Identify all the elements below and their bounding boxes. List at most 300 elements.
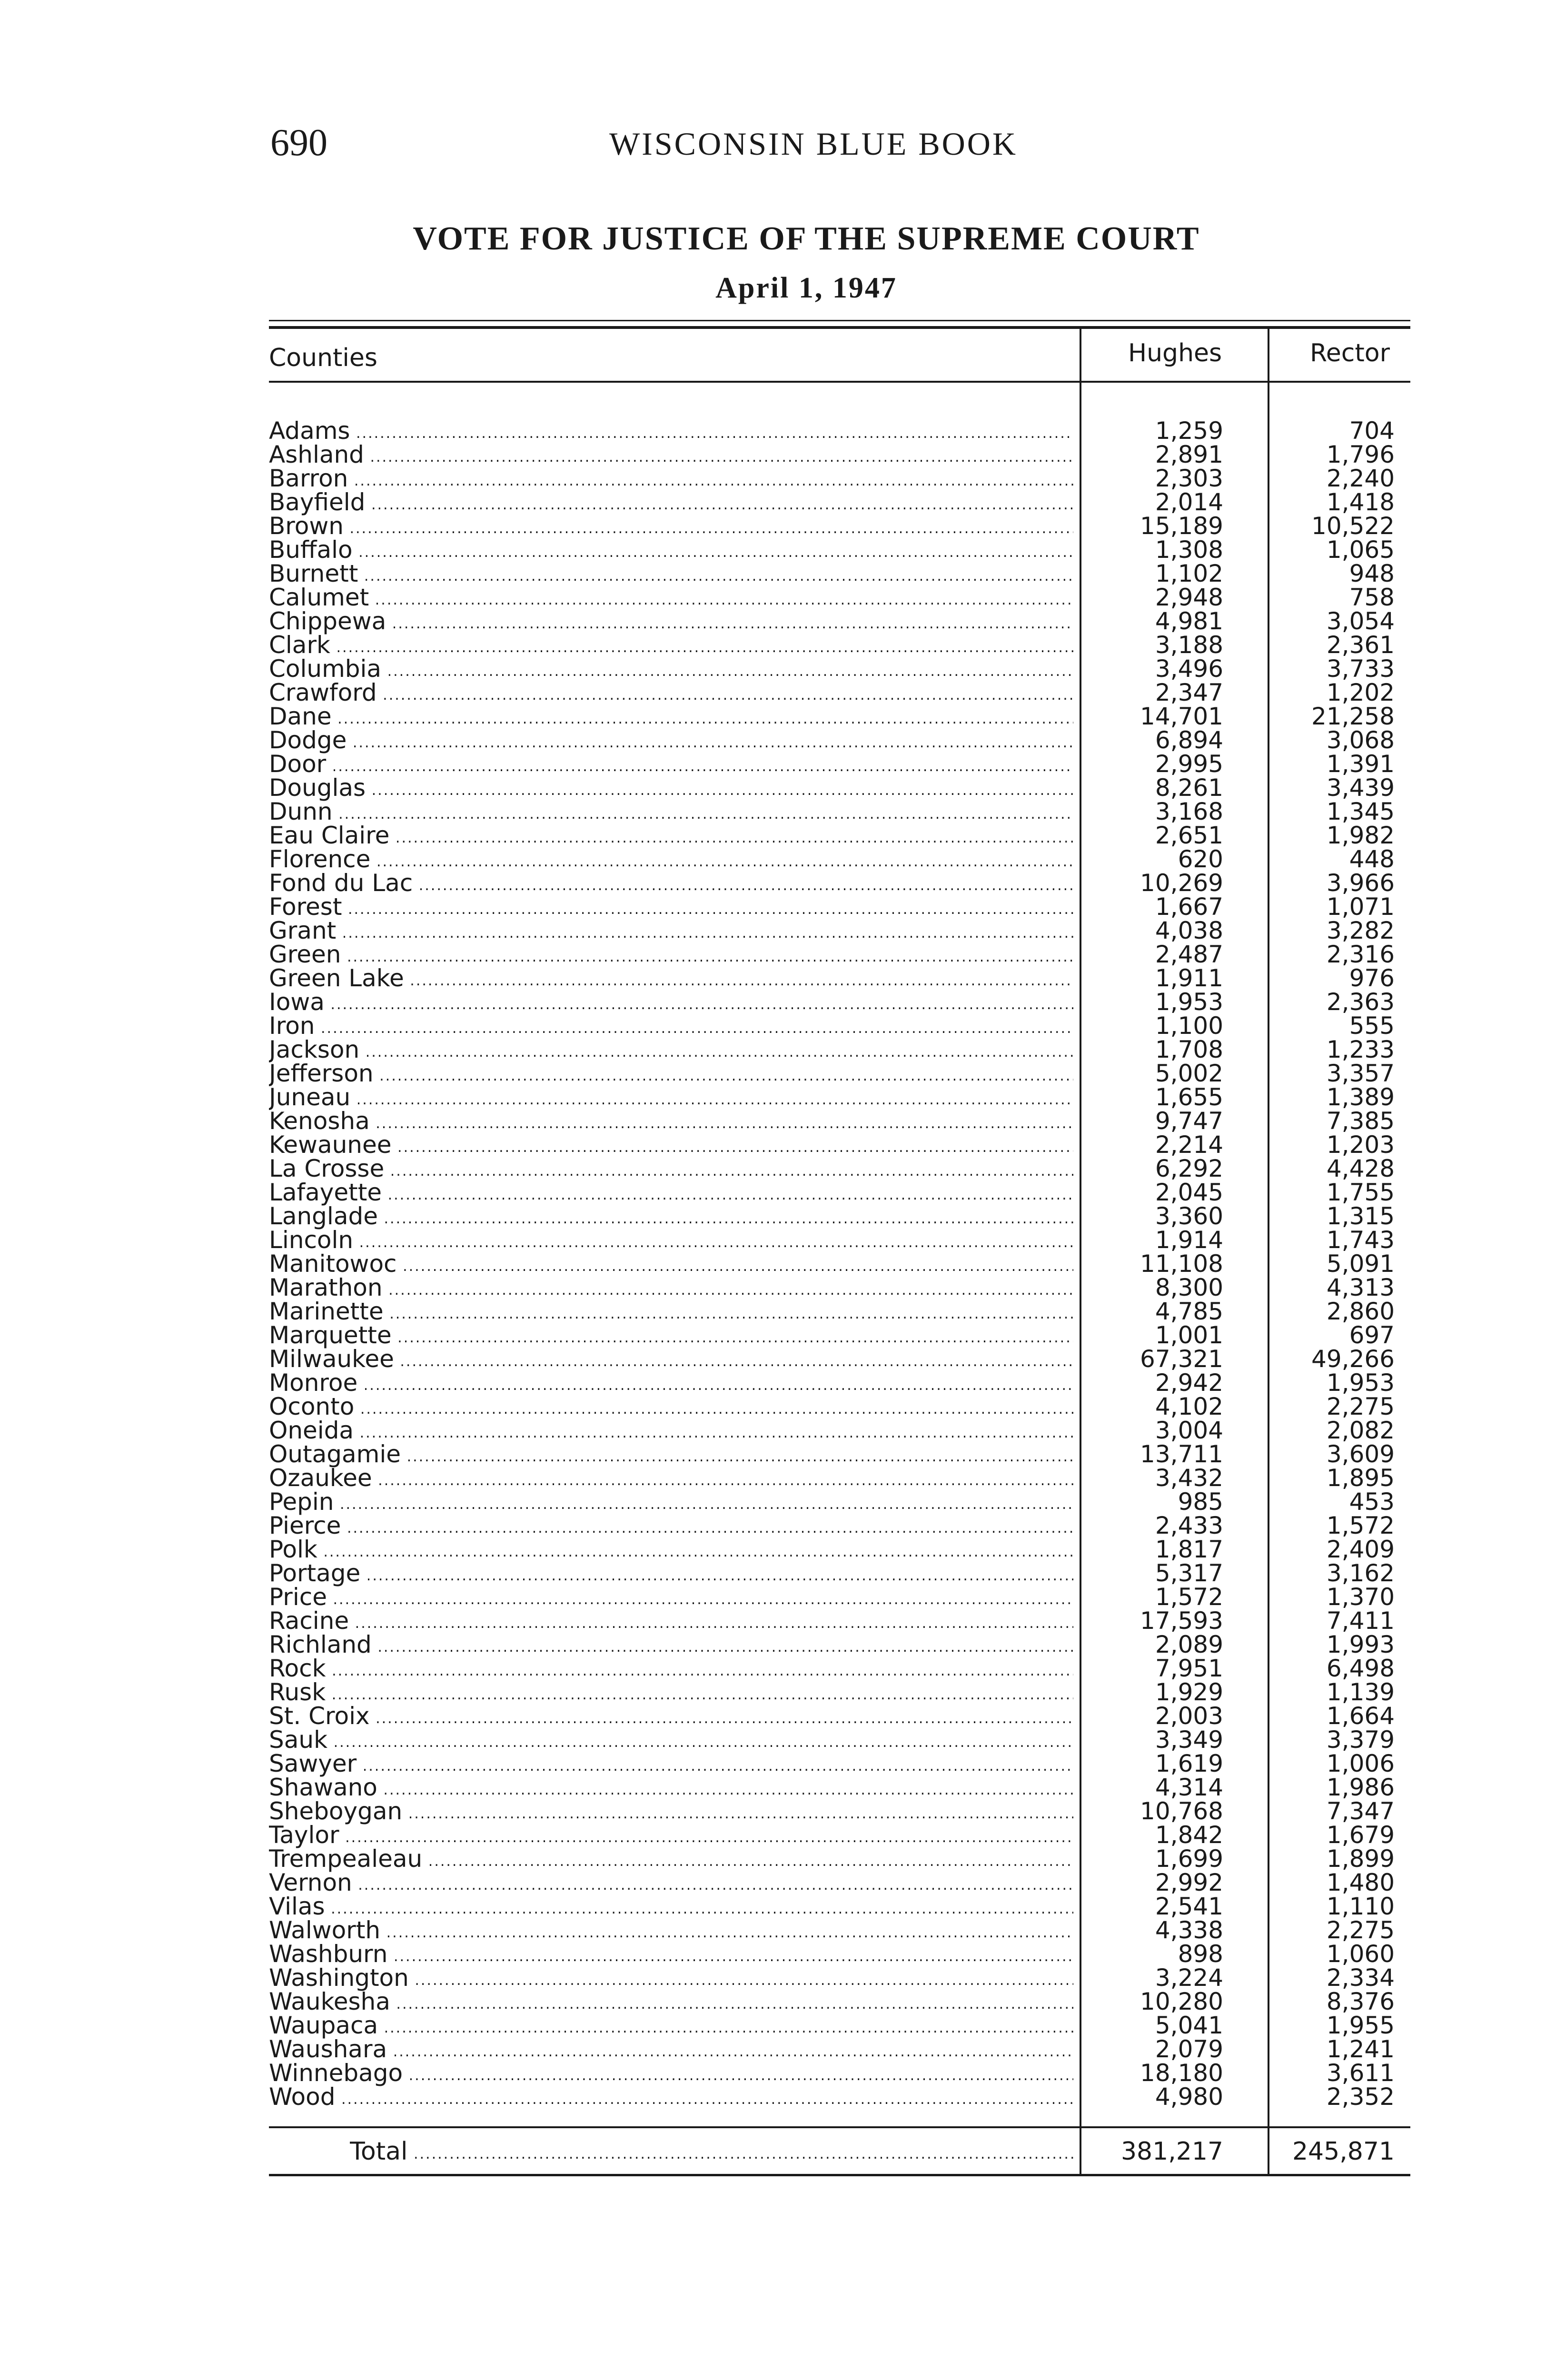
table-row xyxy=(0,871,1546,895)
table-title: VOTE FOR JUSTICE OF THE SUPREME COURT xyxy=(413,220,1200,257)
county-name: Burnett ..... xyxy=(269,562,1073,588)
hughes-votes: 14,701 xyxy=(1140,703,1223,730)
rector-votes: 1,203 xyxy=(1326,1131,1395,1159)
county-name: Taylor ..... xyxy=(269,1823,1073,1850)
rector-votes: 448 xyxy=(1349,845,1395,873)
rector-votes: 2,275 xyxy=(1326,1393,1395,1420)
county-name: Columbia ..... xyxy=(269,657,1073,684)
rector-votes: 1,345 xyxy=(1326,798,1395,825)
table-row xyxy=(0,1966,1546,1990)
table-row xyxy=(0,490,1546,514)
rector-votes: 1,071 xyxy=(1326,893,1395,921)
table-row xyxy=(0,942,1546,966)
total-hughes: 381,217 xyxy=(1120,2137,1223,2166)
county-name: Walworth ..... xyxy=(269,1918,1073,1945)
table-row xyxy=(0,1061,1546,1085)
rector-votes: 1,664 xyxy=(1326,1702,1395,1730)
hughes-votes: 4,980 xyxy=(1155,2083,1223,2111)
county-name: Portage ..... xyxy=(269,1561,1073,1588)
county-name: Racine ..... xyxy=(269,1609,1073,1636)
rector-votes: 697 xyxy=(1349,1321,1395,1349)
county-name: Milwaukee ..... xyxy=(269,1347,1073,1374)
hughes-votes: 2,433 xyxy=(1155,1512,1223,1539)
county-name: Brown ..... xyxy=(269,514,1073,541)
county-name: Washington ..... xyxy=(269,1966,1073,1993)
table-row xyxy=(0,919,1546,942)
hughes-votes: 1,308 xyxy=(1155,536,1223,564)
hughes-votes: 4,314 xyxy=(1155,1774,1223,1801)
hughes-votes: 8,300 xyxy=(1155,1274,1223,1301)
rector-votes: 1,060 xyxy=(1326,1940,1395,1968)
county-name: Richland ..... xyxy=(269,1633,1073,1659)
hughes-votes: 17,593 xyxy=(1140,1607,1223,1635)
hughes-votes: 4,338 xyxy=(1155,1916,1223,1944)
county-name: Oconto ..... xyxy=(269,1395,1073,1421)
table-row xyxy=(0,1823,1546,1847)
table-row xyxy=(0,1942,1546,1966)
rector-votes: 3,379 xyxy=(1326,1726,1395,1754)
table-row xyxy=(0,1109,1546,1133)
rector-votes: 49,266 xyxy=(1311,1345,1395,1373)
hughes-votes: 2,003 xyxy=(1155,1702,1223,1730)
rector-votes: 3,611 xyxy=(1326,2059,1395,2087)
rector-votes: 3,609 xyxy=(1326,1440,1395,1468)
page-header xyxy=(270,121,1413,174)
hughes-votes: 1,953 xyxy=(1155,988,1223,1016)
table-row xyxy=(0,633,1546,657)
rector-votes: 1,233 xyxy=(1326,1036,1395,1063)
rector-votes: 1,241 xyxy=(1326,2035,1395,2063)
hughes-votes: 5,317 xyxy=(1155,1559,1223,1587)
table-row xyxy=(0,1799,1546,1823)
total-bottom-rule xyxy=(269,2174,1410,2176)
rector-votes: 1,755 xyxy=(1326,1179,1395,1206)
county-name: Dunn ..... xyxy=(269,800,1073,826)
county-name: Iowa ..... xyxy=(269,990,1073,1017)
rector-votes: 2,409 xyxy=(1326,1536,1395,1563)
table-row xyxy=(0,1276,1546,1299)
county-name: Grant ..... xyxy=(269,919,1073,945)
rector-votes: 2,363 xyxy=(1326,988,1395,1016)
table-row xyxy=(0,728,1546,752)
table-row xyxy=(0,1252,1546,1276)
county-name: Washburn ..... xyxy=(269,1942,1073,1969)
table-row xyxy=(0,1014,1546,1038)
hughes-votes: 1,619 xyxy=(1155,1750,1223,1777)
hughes-votes: 8,261 xyxy=(1155,774,1223,802)
table-row xyxy=(0,1871,1546,1894)
table-row xyxy=(0,1585,1546,1609)
rector-votes: 1,315 xyxy=(1326,1202,1395,1230)
hughes-votes: 2,995 xyxy=(1155,750,1223,778)
table-row xyxy=(0,1633,1546,1656)
table-row xyxy=(0,1157,1546,1180)
county-name: Pepin ..... xyxy=(269,1490,1073,1517)
table-row xyxy=(0,1680,1546,1704)
table-row xyxy=(0,1609,1546,1633)
hughes-votes: 11,108 xyxy=(1140,1250,1223,1278)
hughes-votes: 2,347 xyxy=(1155,679,1223,706)
table-row xyxy=(0,895,1546,919)
county-name: Kenosha ..... xyxy=(269,1109,1073,1136)
running-head: WISCONSIN BLUE BOOK xyxy=(609,126,1018,162)
table-row xyxy=(0,2013,1546,2037)
hughes-votes: 2,992 xyxy=(1155,1869,1223,1896)
county-name: Manitowoc ..... xyxy=(269,1252,1073,1279)
hughes-votes: 1,572 xyxy=(1155,1583,1223,1611)
table-row xyxy=(0,1894,1546,1918)
table-row xyxy=(0,776,1546,800)
table-row xyxy=(0,466,1546,490)
hughes-votes: 3,360 xyxy=(1155,1202,1223,1230)
rector-votes: 7,347 xyxy=(1326,1797,1395,1825)
total-top-rule xyxy=(269,2126,1410,2128)
county-name: Florence ..... xyxy=(269,847,1073,874)
table-row xyxy=(0,800,1546,823)
table-row xyxy=(0,1299,1546,1323)
hughes-votes: 4,981 xyxy=(1155,607,1223,635)
table-row xyxy=(0,419,1546,443)
table-row xyxy=(0,585,1546,609)
table-row xyxy=(0,562,1546,585)
hughes-votes: 6,894 xyxy=(1155,726,1223,754)
hughes-votes: 1,102 xyxy=(1155,560,1223,587)
table-row xyxy=(0,1085,1546,1109)
hughes-votes: 5,002 xyxy=(1155,1060,1223,1087)
county-name: Oneida ..... xyxy=(269,1418,1073,1445)
rector-votes: 10,522 xyxy=(1311,512,1395,540)
hughes-votes: 3,004 xyxy=(1155,1417,1223,1444)
rector-votes: 7,411 xyxy=(1326,1607,1395,1635)
hughes-votes: 898 xyxy=(1178,1940,1223,1968)
county-name: Kewaunee ..... xyxy=(269,1133,1073,1160)
hughes-votes: 2,303 xyxy=(1155,465,1223,492)
rector-votes: 1,993 xyxy=(1326,1631,1395,1658)
county-name: St. Croix ..... xyxy=(269,1704,1073,1731)
rector-votes: 5,091 xyxy=(1326,1250,1395,1278)
county-name: Jackson ..... xyxy=(269,1038,1073,1064)
county-name: Marquette ..... xyxy=(269,1323,1073,1350)
rector-votes: 1,202 xyxy=(1326,679,1395,706)
county-name: Marathon ..... xyxy=(269,1276,1073,1302)
column-header-counties: Counties xyxy=(269,344,377,372)
rector-votes: 1,418 xyxy=(1326,488,1395,516)
county-name: Juneau ..... xyxy=(269,1085,1073,1112)
county-name: Forest ..... xyxy=(269,895,1073,922)
county-name: Adams ..... xyxy=(269,419,1073,446)
rector-votes: 2,334 xyxy=(1326,1964,1395,1992)
county-name: Eau Claire ..... xyxy=(269,823,1073,850)
rector-votes: 3,733 xyxy=(1326,655,1395,683)
rector-votes: 1,110 xyxy=(1326,1893,1395,1920)
rector-votes: 2,240 xyxy=(1326,465,1395,492)
county-name: Sawyer ..... xyxy=(269,1752,1073,1778)
county-name: Chippewa ..... xyxy=(269,609,1073,636)
hughes-votes: 2,045 xyxy=(1155,1179,1223,1206)
hughes-votes: 4,785 xyxy=(1155,1298,1223,1325)
table-row xyxy=(0,1561,1546,1585)
county-name: Iron ..... xyxy=(269,1014,1073,1041)
rector-votes: 3,966 xyxy=(1326,869,1395,897)
table-row xyxy=(0,1347,1546,1371)
hughes-votes: 1,655 xyxy=(1155,1083,1223,1111)
table-row xyxy=(0,1847,1546,1871)
hughes-votes: 4,102 xyxy=(1155,1393,1223,1420)
county-name: Outagamie ..... xyxy=(269,1442,1073,1469)
county-name: Door ..... xyxy=(269,752,1073,779)
county-name: Clark ..... xyxy=(269,633,1073,660)
county-name: Pierce ..... xyxy=(269,1514,1073,1540)
rector-votes: 1,899 xyxy=(1326,1845,1395,1873)
county-name: Winnebago ..... xyxy=(269,2061,1073,2088)
hughes-votes: 1,914 xyxy=(1155,1226,1223,1254)
table-row xyxy=(0,514,1546,538)
hughes-votes: 13,711 xyxy=(1140,1440,1223,1468)
rector-votes: 8,376 xyxy=(1326,1988,1395,2015)
hughes-votes: 1,699 xyxy=(1155,1845,1223,1873)
column-header-hughes: Hughes xyxy=(1128,339,1222,367)
county-name: Polk ..... xyxy=(269,1537,1073,1564)
hughes-votes: 1,001 xyxy=(1155,1321,1223,1349)
header-bottom-rule xyxy=(269,381,1410,383)
hughes-votes: 2,948 xyxy=(1155,584,1223,611)
rector-votes: 2,361 xyxy=(1326,631,1395,659)
rector-votes: 3,439 xyxy=(1326,774,1395,802)
hughes-votes: 2,014 xyxy=(1155,488,1223,516)
table-row xyxy=(0,990,1546,1014)
hughes-votes: 9,747 xyxy=(1155,1107,1223,1135)
rector-votes: 4,313 xyxy=(1326,1274,1395,1301)
rector-votes: 2,316 xyxy=(1326,941,1395,968)
county-name: Waupaca ..... xyxy=(269,2013,1073,2040)
county-name: Lafayette ..... xyxy=(269,1180,1073,1207)
county-name: Green ..... xyxy=(269,942,1073,969)
table-subtitle: April 1, 1947 xyxy=(715,272,897,304)
hughes-votes: 3,496 xyxy=(1155,655,1223,683)
county-name: Green Lake ..... xyxy=(269,966,1073,993)
table-row xyxy=(0,2061,1546,2085)
county-name: Waushara ..... xyxy=(269,2037,1073,2064)
table-row xyxy=(0,443,1546,466)
rector-votes: 3,357 xyxy=(1326,1060,1395,1087)
table-row xyxy=(0,1133,1546,1157)
table-row xyxy=(0,1704,1546,1728)
hughes-votes: 2,891 xyxy=(1155,441,1223,468)
county-name: Vernon ..... xyxy=(269,1871,1073,1897)
county-name: Ozaukee ..... xyxy=(269,1466,1073,1493)
table-row xyxy=(0,2037,1546,2061)
table-row xyxy=(0,538,1546,562)
hughes-votes: 18,180 xyxy=(1140,2059,1223,2087)
page-number: 690 xyxy=(270,122,327,164)
county-name: Monroe ..... xyxy=(269,1371,1073,1398)
table-row xyxy=(0,1180,1546,1204)
table-row xyxy=(0,1990,1546,2013)
rector-votes: 1,391 xyxy=(1326,750,1395,778)
county-name: Jefferson ..... xyxy=(269,1061,1073,1088)
rector-votes: 1,986 xyxy=(1326,1774,1395,1801)
hughes-votes: 2,079 xyxy=(1155,2035,1223,2063)
rector-votes: 1,743 xyxy=(1326,1226,1395,1254)
table-row xyxy=(0,1918,1546,1942)
rector-votes: 2,860 xyxy=(1326,1298,1395,1325)
rector-votes: 2,082 xyxy=(1326,1417,1395,1444)
rector-votes: 1,572 xyxy=(1326,1512,1395,1539)
rector-votes: 3,282 xyxy=(1326,917,1395,944)
table-row xyxy=(0,681,1546,704)
rector-votes: 1,796 xyxy=(1326,441,1395,468)
county-name: Waukesha ..... xyxy=(269,1990,1073,2016)
hughes-votes: 2,942 xyxy=(1155,1369,1223,1397)
rector-votes: 1,953 xyxy=(1326,1369,1395,1397)
hughes-votes: 1,100 xyxy=(1155,1012,1223,1040)
rector-votes: 2,352 xyxy=(1326,2083,1395,2111)
rector-votes: 3,162 xyxy=(1326,1559,1395,1587)
top-rule-thin xyxy=(269,320,1410,321)
county-name: Douglas ..... xyxy=(269,776,1073,803)
county-name: Wood ..... xyxy=(269,2085,1073,2112)
table-row xyxy=(0,1537,1546,1561)
hughes-votes: 2,089 xyxy=(1155,1631,1223,1658)
table-row xyxy=(0,1371,1546,1395)
rector-votes: 758 xyxy=(1349,584,1395,611)
rector-votes: 1,480 xyxy=(1326,1869,1395,1896)
table-row xyxy=(0,1775,1546,1799)
hughes-votes: 3,432 xyxy=(1155,1464,1223,1492)
column-header-rector: Rector xyxy=(1310,339,1390,367)
rector-votes: 3,068 xyxy=(1326,726,1395,754)
hughes-votes: 1,842 xyxy=(1155,1821,1223,1849)
table-row xyxy=(0,2085,1546,2109)
hughes-votes: 1,259 xyxy=(1155,417,1223,445)
hughes-votes: 2,487 xyxy=(1155,941,1223,968)
rector-votes: 1,955 xyxy=(1326,2012,1395,2039)
hughes-votes: 5,041 xyxy=(1155,2012,1223,2039)
hughes-votes: 3,224 xyxy=(1155,1964,1223,1992)
hughes-votes: 7,951 xyxy=(1155,1655,1223,1682)
hughes-votes: 2,651 xyxy=(1155,822,1223,849)
county-name: Trempealeau ..... xyxy=(269,1847,1073,1874)
hughes-votes: 10,280 xyxy=(1140,1988,1223,2015)
rector-votes: 1,139 xyxy=(1326,1678,1395,1706)
hughes-votes: 1,929 xyxy=(1155,1678,1223,1706)
hughes-votes: 67,321 xyxy=(1140,1345,1223,1373)
rector-votes: 7,385 xyxy=(1326,1107,1395,1135)
hughes-votes: 2,541 xyxy=(1155,1893,1223,1920)
table-row xyxy=(0,704,1546,728)
county-name: Ashland ..... xyxy=(269,443,1073,469)
total-rector: 245,871 xyxy=(1292,2137,1395,2166)
county-name: Fond du Lac ..... xyxy=(269,871,1073,898)
rector-votes: 976 xyxy=(1349,964,1395,992)
rector-votes: 948 xyxy=(1349,560,1395,587)
rector-votes: 1,982 xyxy=(1326,822,1395,849)
county-name: Marinette ..... xyxy=(269,1299,1073,1326)
rector-votes: 704 xyxy=(1349,417,1395,445)
county-name: Buffalo ..... xyxy=(269,538,1073,565)
hughes-votes: 3,168 xyxy=(1155,798,1223,825)
county-name: Bayfield ..... xyxy=(269,490,1073,517)
table-row xyxy=(0,847,1546,871)
county-name: Barron ..... xyxy=(269,466,1073,493)
rector-votes: 1,389 xyxy=(1326,1083,1395,1111)
top-rule-thick xyxy=(269,326,1410,329)
table-row xyxy=(0,609,1546,633)
hughes-votes: 3,349 xyxy=(1155,1726,1223,1754)
table-row xyxy=(0,823,1546,847)
county-name: Langlade ..... xyxy=(269,1204,1073,1231)
county-name: Crawford ..... xyxy=(269,681,1073,707)
table-row xyxy=(0,1514,1546,1537)
county-name: Vilas ..... xyxy=(269,1894,1073,1921)
hughes-votes: 1,708 xyxy=(1155,1036,1223,1063)
table-row xyxy=(0,1323,1546,1347)
county-name: Dodge ..... xyxy=(269,728,1073,755)
county-name: Sauk ..... xyxy=(269,1728,1073,1755)
table-row xyxy=(0,1204,1546,1228)
rector-votes: 4,428 xyxy=(1326,1155,1395,1182)
hughes-votes: 620 xyxy=(1178,845,1223,873)
hughes-votes: 985 xyxy=(1178,1488,1223,1516)
county-name: Rusk ..... xyxy=(269,1680,1073,1707)
rector-votes: 3,054 xyxy=(1326,607,1395,635)
hughes-votes: 4,038 xyxy=(1155,917,1223,944)
county-name: Dane ..... xyxy=(269,704,1073,731)
hughes-votes: 1,911 xyxy=(1155,964,1223,992)
county-name: Rock ..... xyxy=(269,1656,1073,1683)
table-row xyxy=(0,1228,1546,1252)
hughes-votes: 1,667 xyxy=(1155,893,1223,921)
rector-votes: 6,498 xyxy=(1326,1655,1395,1682)
county-name: Calumet ..... xyxy=(269,585,1073,612)
hughes-votes: 1,817 xyxy=(1155,1536,1223,1563)
table-row xyxy=(0,1656,1546,1680)
table-row xyxy=(0,966,1546,990)
rector-votes: 21,258 xyxy=(1311,703,1395,730)
table-row xyxy=(0,1752,1546,1775)
table-row xyxy=(0,1038,1546,1061)
rector-votes: 1,065 xyxy=(1326,536,1395,564)
county-name: Shawano ..... xyxy=(269,1775,1073,1802)
rector-votes: 1,895 xyxy=(1326,1464,1395,1492)
hughes-votes: 6,292 xyxy=(1155,1155,1223,1182)
table-row xyxy=(0,1490,1546,1514)
table-row xyxy=(0,1466,1546,1490)
table-row xyxy=(0,752,1546,776)
table-row xyxy=(0,1418,1546,1442)
rector-votes: 453 xyxy=(1349,1488,1395,1516)
hughes-votes: 10,768 xyxy=(1140,1797,1223,1825)
hughes-votes: 3,188 xyxy=(1155,631,1223,659)
table-row xyxy=(0,657,1546,681)
rector-votes: 2,275 xyxy=(1326,1916,1395,1944)
hughes-votes: 10,269 xyxy=(1140,869,1223,897)
hughes-votes: 15,189 xyxy=(1140,512,1223,540)
total-label: Total ..... xyxy=(350,2137,1073,2166)
rector-votes: 555 xyxy=(1349,1012,1395,1040)
table-row xyxy=(0,1442,1546,1466)
rector-votes: 1,370 xyxy=(1326,1583,1395,1611)
county-name: Lincoln ..... xyxy=(269,1228,1073,1255)
rector-votes: 1,006 xyxy=(1326,1750,1395,1777)
hughes-votes: 2,214 xyxy=(1155,1131,1223,1159)
table-row xyxy=(0,1728,1546,1752)
county-name: Sheboygan ..... xyxy=(269,1799,1073,1826)
county-name: Price ..... xyxy=(269,1585,1073,1612)
rector-votes: 1,679 xyxy=(1326,1821,1395,1849)
county-name: La Crosse ..... xyxy=(269,1157,1073,1183)
table-row xyxy=(0,1395,1546,1418)
